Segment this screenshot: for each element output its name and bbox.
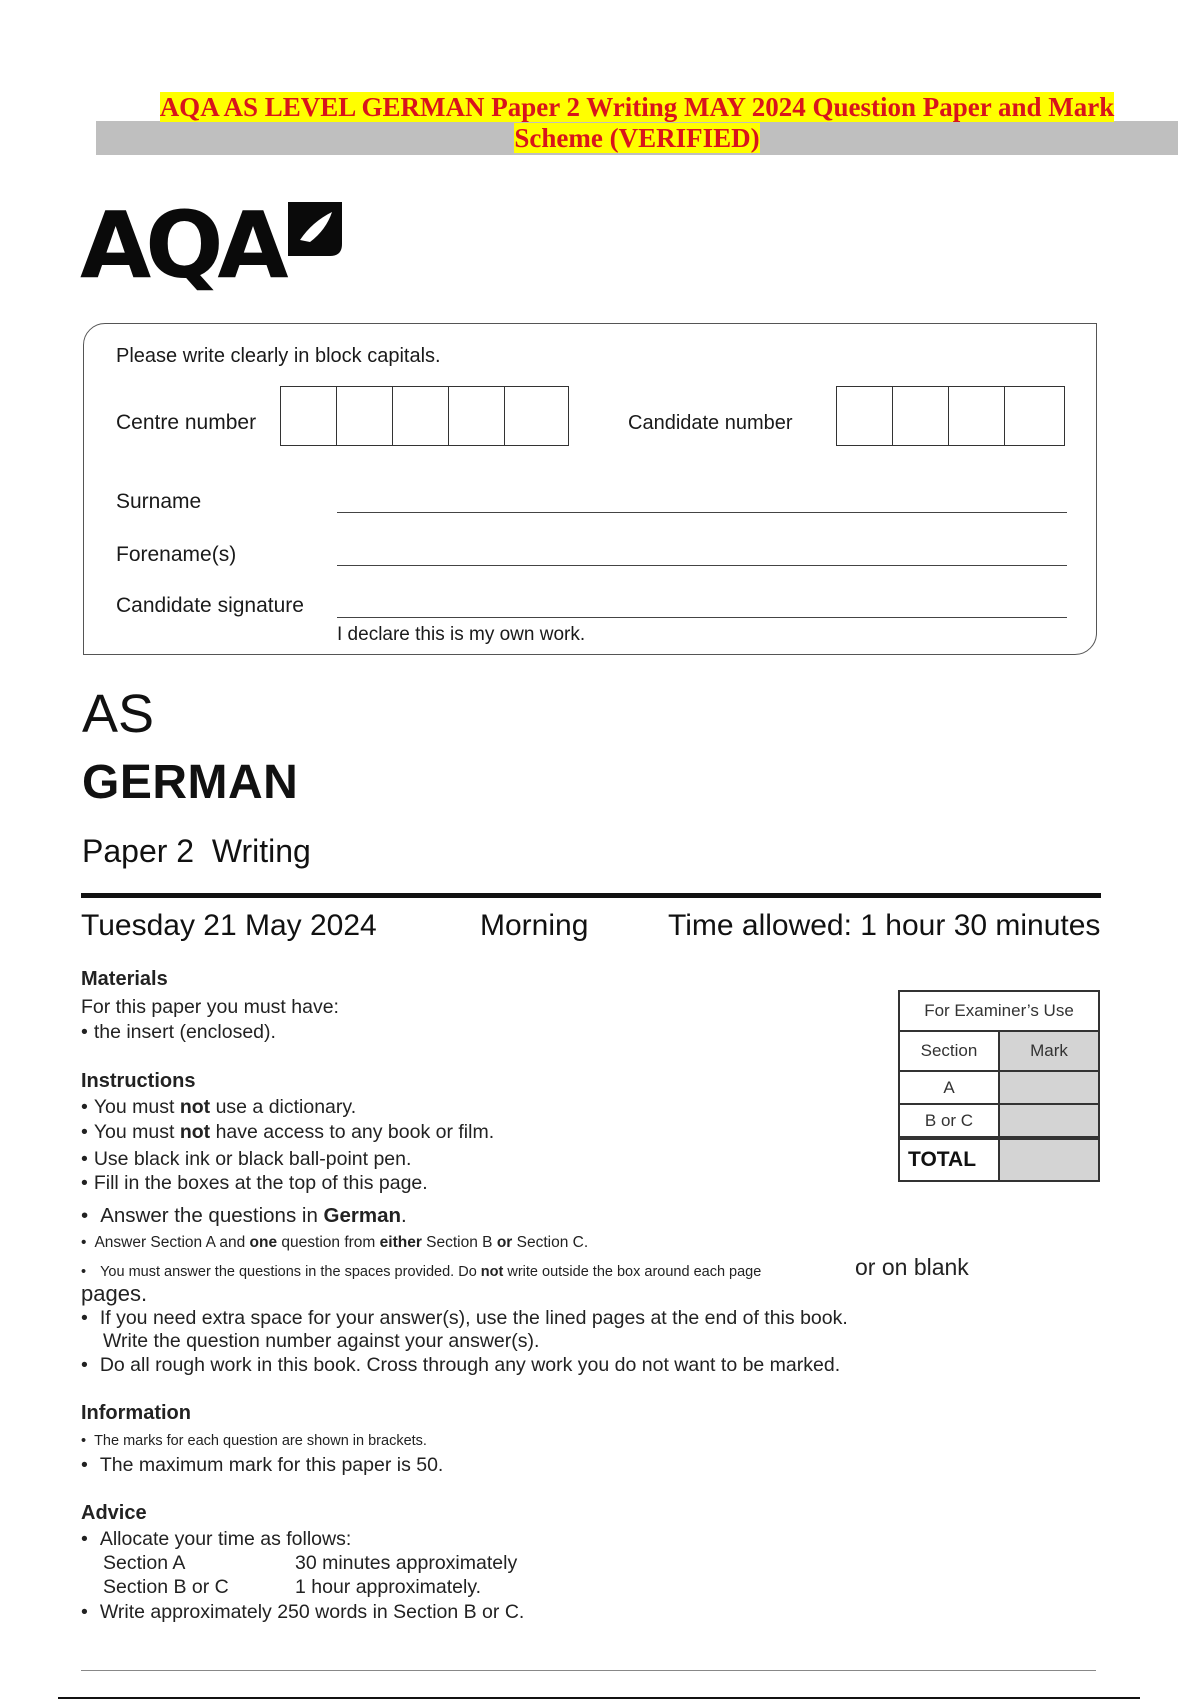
centre-digit-box[interactable] bbox=[281, 387, 337, 445]
mark-cell bbox=[1000, 1072, 1098, 1103]
advice-item: • Write approximately 250 words in Section B or C. bbox=[81, 1601, 525, 1623]
advice-heading: Advice bbox=[81, 1502, 147, 1524]
signature-field[interactable] bbox=[337, 617, 1067, 618]
surname-field[interactable] bbox=[337, 512, 1067, 513]
footer-divider bbox=[81, 1670, 1096, 1671]
instruction-item: • Do all rough work in this book. Cross through any work you do not want to be marked. bbox=[81, 1354, 841, 1376]
total-mark-cell bbox=[1000, 1140, 1098, 1180]
centre-digit-box[interactable] bbox=[393, 387, 449, 445]
section-cell: A bbox=[900, 1072, 1000, 1103]
candidate-number-boxes[interactable] bbox=[836, 386, 1065, 446]
instruction-item: • Answer the questions in German. bbox=[81, 1204, 407, 1227]
materials-item: • the insert (enclosed). bbox=[81, 1020, 276, 1045]
exam-date: Tuesday 21 May 2024 bbox=[81, 909, 377, 942]
instruction-item: • You must not have access to any book or film. bbox=[81, 1120, 494, 1145]
candidate-digit-box[interactable] bbox=[1005, 387, 1064, 445]
section-column-header: Section bbox=[900, 1032, 1000, 1070]
materials-heading: Materials bbox=[81, 968, 168, 990]
paper-title: Paper 2 Writing bbox=[82, 833, 311, 869]
advice-item: • Allocate your time as follows: bbox=[81, 1528, 352, 1550]
centre-number-boxes[interactable] bbox=[280, 386, 569, 446]
instruction-item: • You must not use a dictionary. bbox=[81, 1095, 356, 1120]
exam-session: Morning bbox=[480, 909, 589, 942]
advice-section-label: Section B or C bbox=[103, 1576, 229, 1598]
section-cell: B or C bbox=[900, 1105, 1000, 1136]
examiner-table-row bbox=[900, 1070, 1098, 1103]
block-capitals-instruction: Please write clearly in block capitals. bbox=[116, 345, 441, 367]
advice-section-time: 1 hour approximately. bbox=[295, 1576, 482, 1598]
examiner-table-title: For Examiner’s Use bbox=[924, 1001, 1074, 1020]
candidate-digit-box[interactable] bbox=[949, 387, 1005, 445]
centre-number-label: Centre number bbox=[116, 411, 257, 434]
instruction-item: • You must answer the questions in the spaces provided. Do not write outside the box around each page bbox=[81, 1264, 762, 1280]
examiners-use-table bbox=[898, 990, 1100, 1182]
candidate-number-label: Candidate number bbox=[628, 412, 793, 434]
advice-section-label: Section A bbox=[103, 1552, 186, 1574]
page-bottom-rule bbox=[58, 1697, 1140, 1699]
time-allowed: Time allowed: 1 hour 30 minutes bbox=[668, 909, 1101, 942]
signature-label: Candidate signature bbox=[116, 594, 304, 617]
instructions-heading: Instructions bbox=[81, 1070, 196, 1092]
examiner-table-row bbox=[900, 1103, 1098, 1136]
centre-digit-box[interactable] bbox=[505, 387, 566, 445]
information-item: • The maximum mark for this paper is 50. bbox=[81, 1454, 444, 1476]
forenames-field[interactable] bbox=[337, 565, 1067, 566]
information-heading: Information bbox=[81, 1402, 191, 1424]
aqa-logo-text: AQA bbox=[80, 192, 283, 299]
instruction-item: • Answer Section A and one question from either Section B or Section C. bbox=[81, 1234, 589, 1251]
materials-intro: For this paper you must have: bbox=[81, 996, 339, 1018]
instruction-item-continued: pages. bbox=[81, 1281, 148, 1306]
instruction-item: • Fill in the boxes at the top of this page. bbox=[81, 1171, 428, 1196]
instruction-item: • Use black ink or black ball-point pen. bbox=[81, 1147, 411, 1172]
information-item: • The marks for each question are shown in brackets. bbox=[81, 1433, 427, 1449]
instruction-item: • If you need extra space for your answer(s), use the lined pages at the end of this book. bbox=[81, 1307, 848, 1329]
candidate-digit-box[interactable] bbox=[837, 387, 893, 445]
forenames-label: Forename(s) bbox=[116, 543, 237, 566]
title-divider bbox=[81, 893, 1101, 898]
instruction-item-continued: Write the question number against your answer(s). bbox=[103, 1330, 540, 1352]
document-banner bbox=[96, 92, 1178, 154]
centre-digit-box[interactable] bbox=[449, 387, 505, 445]
centre-digit-box[interactable] bbox=[337, 387, 393, 445]
advice-section-time: 30 minutes approximately bbox=[295, 1552, 518, 1574]
total-label: TOTAL bbox=[900, 1140, 1000, 1180]
examiner-table-title-row bbox=[900, 992, 1098, 1030]
examiner-table-total-row bbox=[900, 1136, 1098, 1180]
mark-cell bbox=[1000, 1105, 1098, 1136]
banner-line-2: Scheme (VERIFIED) bbox=[514, 123, 760, 153]
examiner-table-header-row bbox=[900, 1030, 1098, 1070]
aqa-logo-mark-icon bbox=[286, 200, 344, 258]
surname-label: Surname bbox=[116, 490, 202, 513]
mark-column-header: Mark bbox=[1000, 1032, 1098, 1070]
banner-line-1: AQA AS LEVEL GERMAN Paper 2 Writing MAY 2024 Question Paper and Mark bbox=[159, 92, 1115, 122]
qualification-level: AS bbox=[82, 684, 155, 744]
instruction-item-continued: or on blank bbox=[855, 1254, 969, 1280]
declaration-text: I declare this is my own work. bbox=[337, 624, 586, 645]
candidate-digit-box[interactable] bbox=[893, 387, 949, 445]
subject-title: GERMAN bbox=[82, 756, 299, 809]
